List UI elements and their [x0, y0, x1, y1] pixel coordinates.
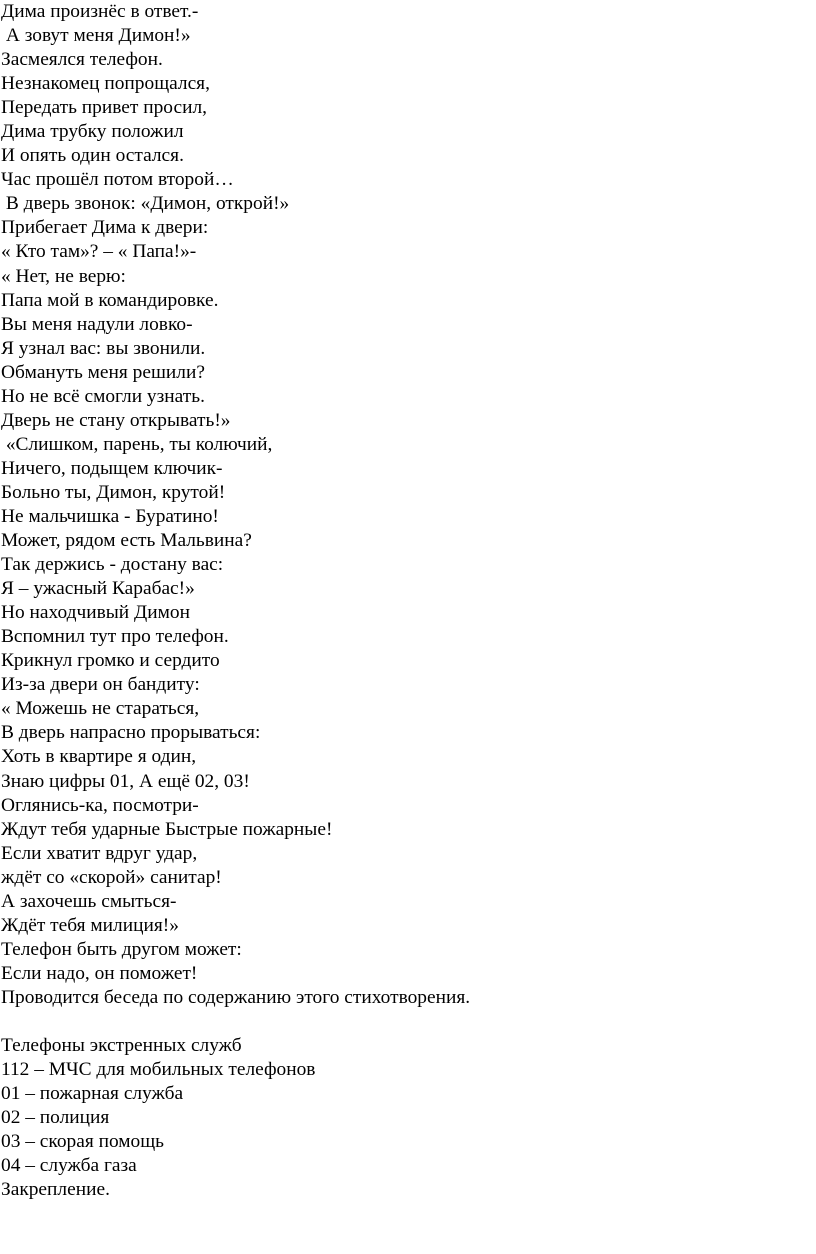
poem-line: Знаю цифры 01, А ещё 02, 03! [1, 770, 250, 792]
emergency-item: 112 – МЧС для мобильных телефонов [1, 1059, 316, 1081]
poem-line: Не мальчишка - Буратино! [1, 505, 219, 527]
poem-line: И опять один остался. [1, 145, 184, 167]
poem-line: Обмануть меня решили? [1, 361, 205, 383]
poem-line: Ждут тебя ударные Быстрые пожарные! [1, 818, 333, 840]
poem-line: Хоть в квартире я один, [1, 746, 197, 768]
poem-line: Прибегает Дима к двери: [1, 217, 209, 239]
poem-line: Дверь не стану открывать!» [1, 409, 231, 431]
poem-line: Крикнул громко и сердито [1, 650, 220, 672]
poem-line: Ничего, подыщем ключик- [1, 457, 223, 479]
poem-line: Может, рядом есть Мальвина? [1, 530, 252, 552]
poem-line: Засмеялся телефон. [1, 49, 163, 71]
poem-line: А захочешь смыться- [1, 890, 177, 912]
emergency-item: 02 – полиция [1, 1107, 110, 1129]
poem-line: А зовут меня Димон!» [1, 25, 191, 47]
poem-line: В дверь звонок: «Димон, открой!» [1, 193, 290, 215]
poem-line: Папа мой в командировке. [1, 289, 219, 311]
poem-line: Я узнал вас: вы звонили. [1, 337, 206, 359]
poem-line: Дима трубку положил [1, 121, 184, 143]
poem-line: Передать привет просил, [1, 97, 207, 119]
poem-line: ждёт со «скорой» санитар! [1, 866, 222, 888]
poem-line: Вспомнил тут про телефон. [1, 626, 229, 648]
emergency-item: 04 – служба газа [1, 1155, 137, 1177]
poem-line: Ждёт тебя милиция!» [1, 914, 179, 936]
poem-line: В дверь напрасно прорываться: [1, 722, 261, 744]
poem-line: Больно ты, Димон, крутой! [1, 481, 226, 503]
poem-line: « Нет, не верю: [1, 265, 126, 287]
poem-line: Так держись - достану вас: [1, 554, 224, 576]
poem-line: « Кто там»? – « Папа!»- [1, 241, 197, 263]
poem-line: Дима произнёс в ответ.- [1, 1, 199, 22]
emergency-numbers-block [1, 1034, 816, 1178]
poem-line: Я – ужасный Карабас!» [1, 578, 195, 600]
emergency-item: 03 – скорая помощь [1, 1131, 165, 1153]
poem-line: «Слишком, парень, ты колючий, [1, 433, 273, 455]
emergency-item: 01 – пожарная служба [1, 1083, 184, 1105]
paragraph-spacer [1, 1010, 816, 1034]
poem-line: Час прошёл потом второй… [1, 169, 234, 191]
poem-line: « Можешь не стараться, [1, 698, 200, 720]
discussion-note: Проводится беседа по содержанию этого стихотворения. [1, 986, 471, 1008]
poem-line: Незнакомец попрощался, [1, 73, 210, 95]
poem-line: Но находчивый Димон [1, 602, 190, 624]
closing-label: Закрепление. [1, 1179, 110, 1201]
poem-line: Но не всё смогли узнать. [1, 385, 205, 407]
poem-line: Если хватит вдруг удар, [1, 842, 198, 864]
poem-line: Телефон быть другом может: [1, 938, 242, 960]
emergency-heading: Телефоны экстренных служб [1, 1035, 242, 1057]
poem-line: Оглянись-ка, посмотри- [1, 794, 199, 816]
poem-line: Из-за двери он бандиту: [1, 674, 200, 696]
poem-block [1, 0, 816, 1010]
poem-line: Если надо, он поможет! [1, 962, 198, 984]
poem-line: Вы меня надули ловко- [1, 313, 193, 335]
